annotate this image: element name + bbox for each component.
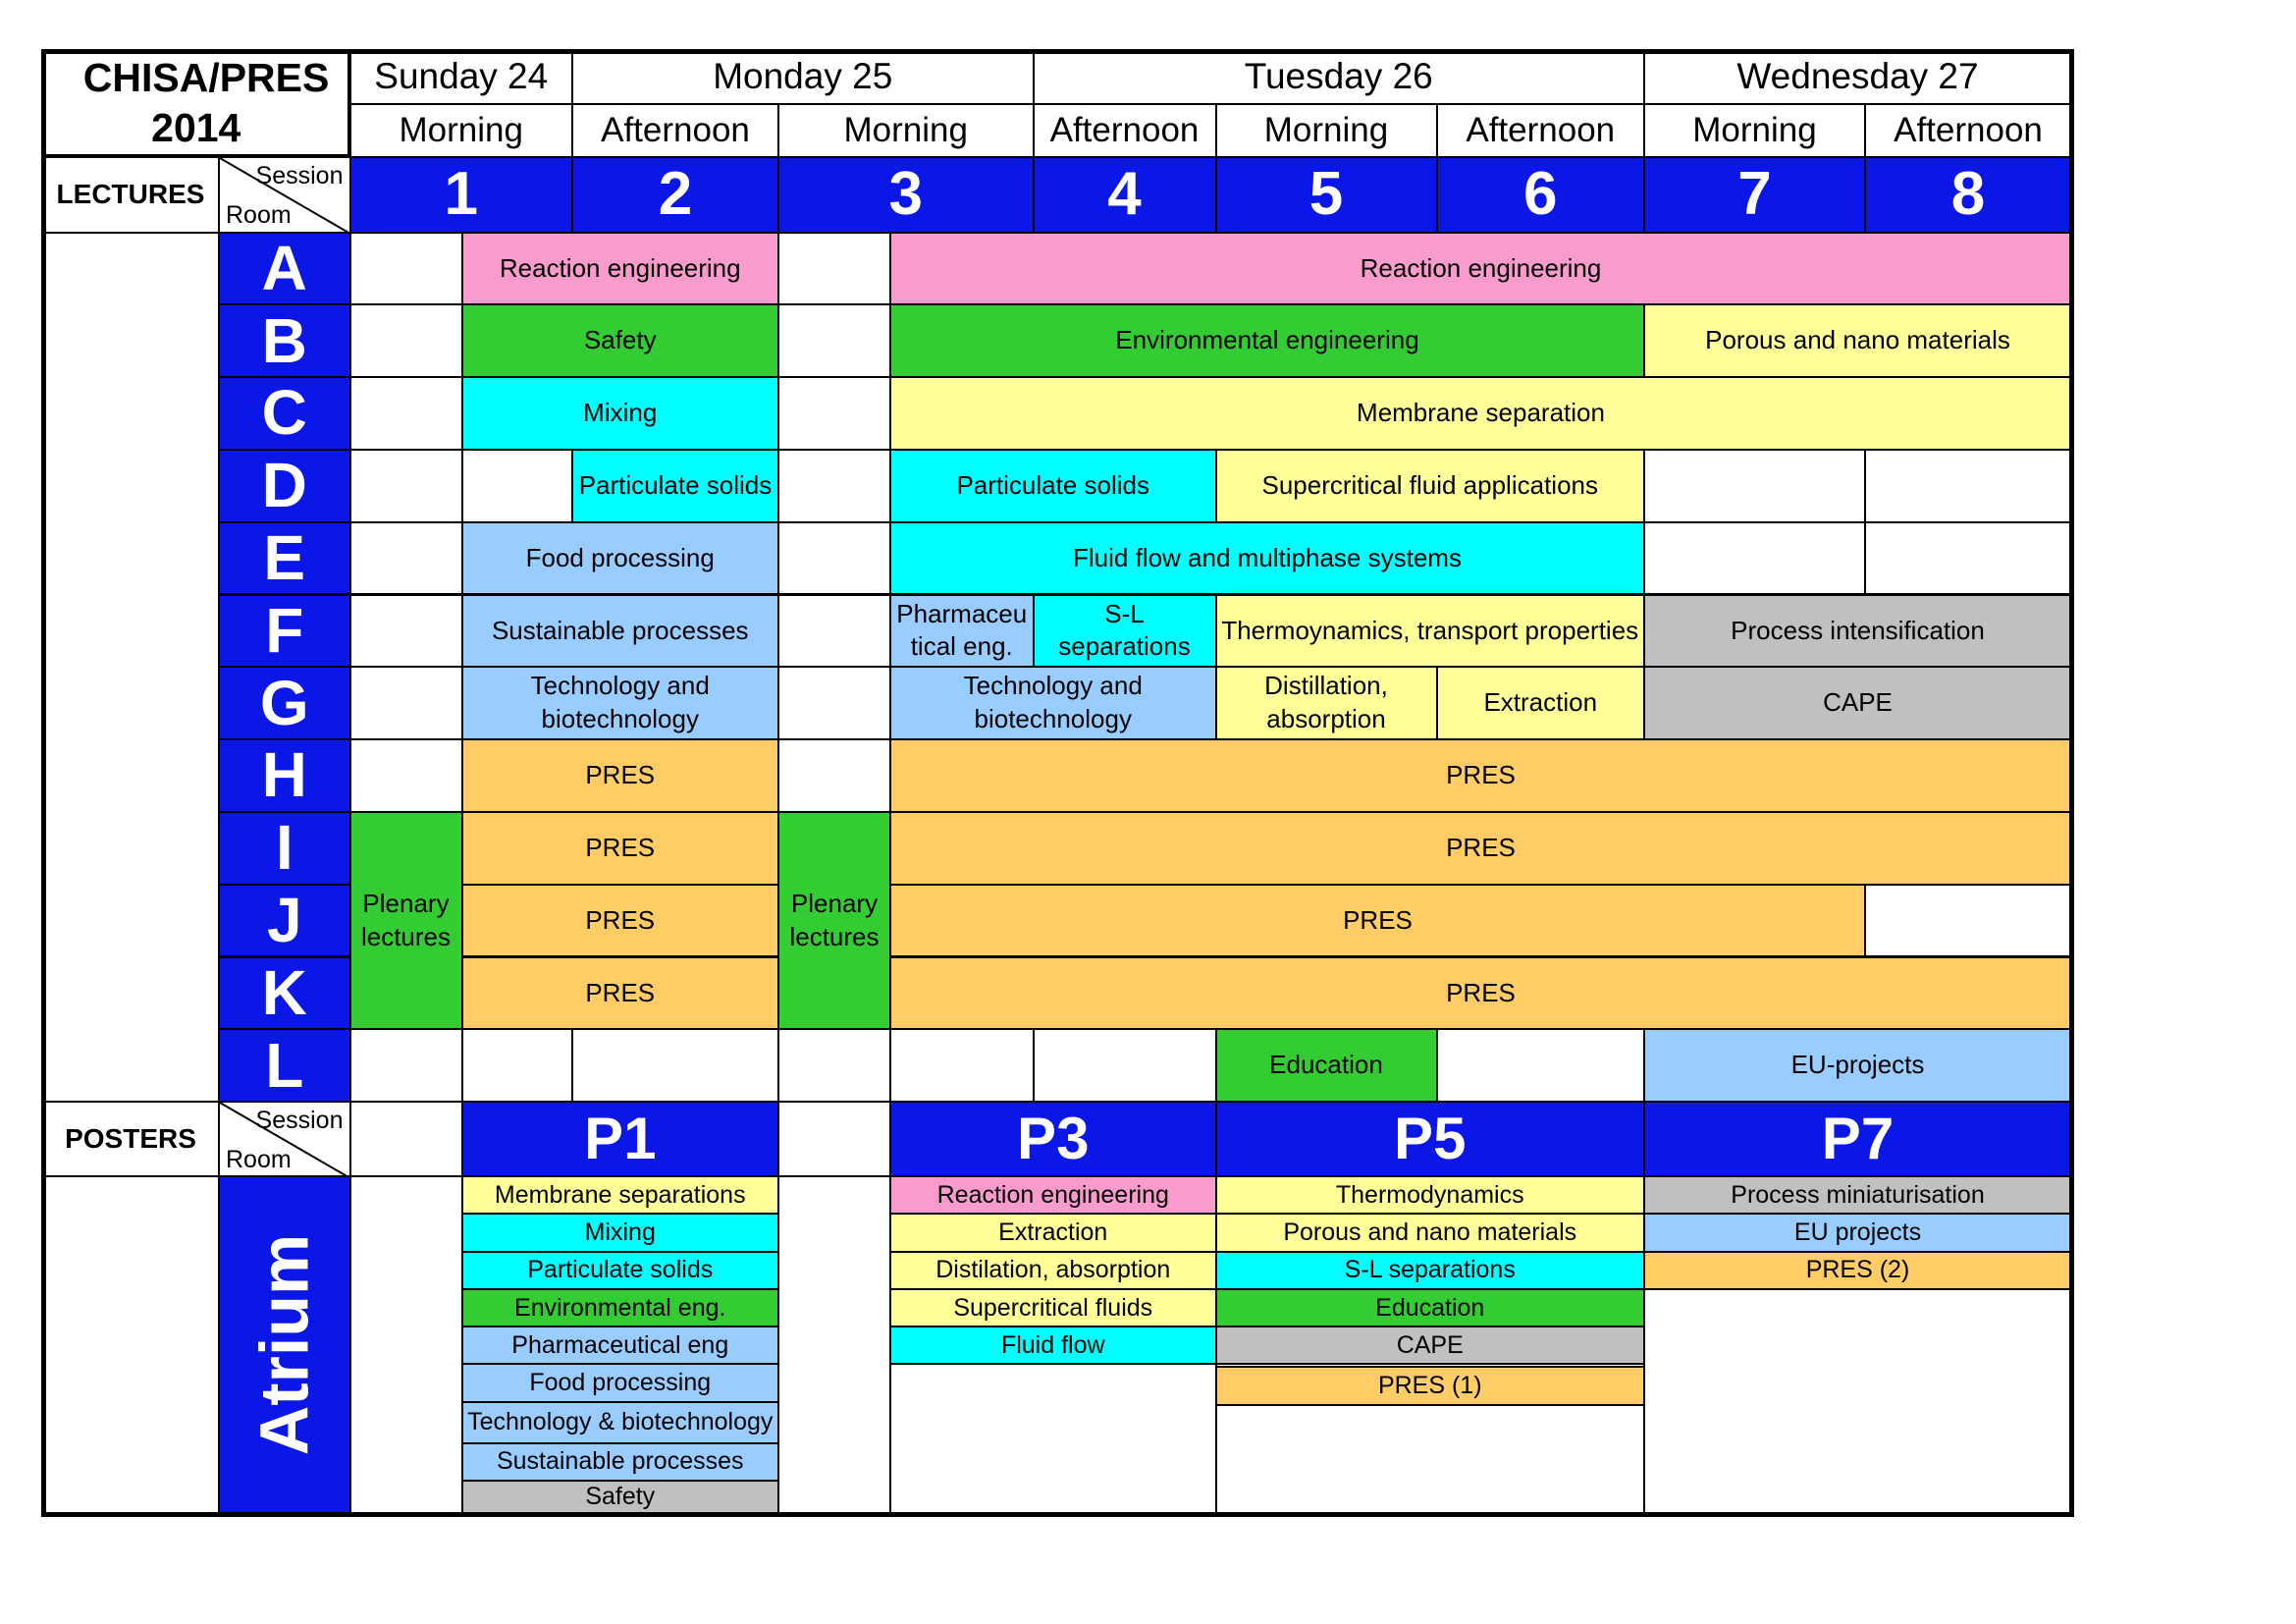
- empty-slot: [1864, 449, 2072, 523]
- room-a: [218, 232, 351, 306]
- session-number-text: 8: [1950, 159, 1986, 228]
- poster-topic-label: Sustainable processes: [496, 1447, 744, 1476]
- lecture-block-label: PRES: [1446, 760, 1516, 790]
- lecture-block-label: Plenary lectures: [360, 888, 452, 951]
- session-number-8: [1864, 156, 2072, 234]
- lecture-block-label: Porous and nano materials: [1705, 325, 2010, 355]
- poster-topic-pres-1: [1215, 1366, 1646, 1405]
- poster-topic-label: Extraction: [998, 1218, 1108, 1247]
- poster-topic-porous-and-nano-materials: [1215, 1213, 1646, 1252]
- session-word: Session: [255, 1106, 344, 1134]
- poster-topic-distilation-absorption: [889, 1251, 1217, 1290]
- poster-session-p3: [889, 1101, 1217, 1178]
- lecture-block-label: Technology and biotechnology: [963, 671, 1143, 734]
- session-number-text: 2: [658, 159, 693, 228]
- session-number-text: 7: [1737, 159, 1772, 228]
- lecture-block-environmental-engineering: [889, 303, 1645, 378]
- lectures-gutter: [41, 232, 220, 1103]
- session-number-4: [1033, 156, 1217, 234]
- lecture-block-particulate-solids: [571, 449, 779, 523]
- posters-label-text: POSTERS: [65, 1122, 196, 1154]
- empty-slot: [777, 1101, 891, 1178]
- room-letter-text: J: [266, 885, 302, 955]
- empty-slot: [1436, 1028, 1646, 1103]
- lecture-block-reaction-engineering: [461, 232, 780, 306]
- posters-label: [41, 1101, 220, 1178]
- poster-topic-label: Environmental eng.: [514, 1293, 726, 1322]
- lecture-block-education: [1215, 1028, 1438, 1103]
- session-number-text: 5: [1308, 159, 1344, 228]
- empty-slot: [349, 738, 463, 813]
- poster-session-p1: [461, 1101, 780, 1178]
- half-label: Morning: [1263, 111, 1389, 150]
- half-label: Afternoon: [601, 111, 750, 150]
- poster-topic-label: Particulate solids: [527, 1256, 714, 1284]
- empty-slot: [777, 303, 891, 378]
- room-letter-text: K: [261, 956, 307, 1028]
- empty-slot: [1643, 521, 1866, 596]
- lecture-block-label: PRES: [585, 977, 656, 1007]
- lecture-block-label: Sustainable processes: [491, 615, 749, 645]
- session-word: Session: [255, 162, 344, 189]
- session-number-6: [1436, 156, 1646, 234]
- lecture-block-pres: [889, 811, 2072, 886]
- room-word: Room: [226, 1145, 292, 1173]
- lectures-label: [41, 156, 220, 234]
- empty-slot: [777, 666, 891, 740]
- room-letter-text: D: [261, 450, 307, 521]
- half-header-4: [1033, 103, 1217, 158]
- lecture-block-food-processing: [461, 521, 780, 596]
- lecture-block-label: Education: [1269, 1050, 1383, 1080]
- poster-topic-label: Membrane separations: [494, 1180, 746, 1209]
- empty-slot: [349, 449, 463, 523]
- lecture-block-plenary-lectures: [777, 811, 891, 1030]
- half-header-3: [777, 103, 1035, 158]
- poster-topic-label: CAPE: [1396, 1330, 1464, 1359]
- poster-topic-label: Fluid flow: [1000, 1330, 1105, 1359]
- half-label: Morning: [843, 111, 968, 150]
- poster-topic-label: Education: [1375, 1293, 1485, 1322]
- lecture-block-label: Fluid flow and multiphase systems: [1073, 542, 1462, 572]
- empty-slot: [571, 1028, 779, 1103]
- session-number-5: [1215, 156, 1438, 234]
- poster-topic-label: PRES (2): [1805, 1256, 1910, 1284]
- day-label: Tuesday 26: [1244, 56, 1433, 97]
- poster-topic-mixing: [461, 1213, 780, 1252]
- day-label: Wednesday 27: [1736, 56, 1979, 97]
- poster-topic-fluid-flow: [889, 1326, 1217, 1365]
- session-number-1: [349, 156, 574, 234]
- half-header-7: [1643, 103, 1866, 158]
- room-letter-text: I: [275, 812, 294, 884]
- lecture-block-label: Thermoynamics, transport properties: [1221, 615, 1639, 645]
- lecture-block-label: S-L separations: [1058, 598, 1191, 662]
- room-letter-text: G: [259, 667, 309, 738]
- empty-slot: [349, 303, 463, 378]
- lecture-block-pres: [461, 811, 780, 886]
- room-j: [218, 884, 351, 958]
- lecture-block-extraction: [1436, 666, 1646, 740]
- lecture-block-label: PRES: [585, 760, 656, 790]
- lecture-block-process-intensification: [1643, 594, 2072, 669]
- session-number-text: 4: [1107, 159, 1142, 228]
- poster-topic-cape: [1215, 1326, 1646, 1365]
- empty-slot: [1033, 1028, 1217, 1103]
- poster-topic-s-l-separations: [1215, 1251, 1646, 1290]
- title-text: CHISA/PRES 2014: [82, 55, 330, 151]
- room-h: [218, 738, 351, 813]
- empty-slot: [349, 594, 463, 669]
- poster-topic-food-processing: [461, 1363, 780, 1402]
- room-c: [218, 376, 351, 451]
- room-e: [218, 521, 351, 596]
- lecture-block-cape: [1643, 666, 2072, 740]
- lecture-block-thermoynamics-transport-properties: [1215, 594, 1646, 669]
- lecture-block-technology-and-biotechnology: [889, 666, 1217, 740]
- poster-topic-membrane-separations: [461, 1175, 780, 1215]
- poster-topic-technology-biotechnology: [461, 1401, 780, 1444]
- lecture-block-plenary-lectures: [349, 811, 463, 1030]
- poster-session-room-header: [218, 1101, 351, 1178]
- lecture-block-label: Environmental engineering: [1115, 325, 1419, 355]
- room-letter-text: H: [261, 739, 307, 811]
- poster-topic-label: Food processing: [529, 1369, 712, 1397]
- lecture-block-pres: [889, 956, 2072, 1031]
- poster-topic-label: Process miniaturisation: [1731, 1180, 1985, 1209]
- lecture-block-label: PRES: [1446, 977, 1516, 1007]
- poster-topic-label: Reaction engineering: [936, 1180, 1169, 1209]
- empty-slot: [349, 376, 463, 451]
- room-g: [218, 666, 351, 740]
- session-number-7: [1643, 156, 1866, 234]
- lecture-block-pres: [461, 738, 780, 813]
- empty-slot: [777, 1028, 891, 1103]
- empty-slot: [349, 666, 463, 740]
- lecture-block-fluid-flow-and-multiphase-systems: [889, 521, 1645, 596]
- day-header-3: [1033, 49, 1646, 106]
- poster-session-p5: [1215, 1101, 1646, 1178]
- lecture-block-membrane-separation: [889, 376, 2072, 451]
- poster-topic-label: S-L separations: [1344, 1256, 1516, 1284]
- empty-slot: [777, 738, 891, 813]
- lecture-block-label: Technology and biotechnology: [530, 671, 710, 734]
- posters-gutter: [41, 1175, 220, 1515]
- room-d: [218, 449, 351, 523]
- lecture-block-label: PRES: [585, 904, 656, 935]
- poster-topic-label: Safety: [585, 1483, 656, 1511]
- half-label: Afternoon: [1894, 111, 2043, 150]
- half-header-6: [1436, 103, 1646, 158]
- room-letter-text: A: [261, 232, 307, 303]
- lecture-block-pres: [461, 956, 780, 1031]
- empty-slot: [349, 521, 463, 596]
- lecture-block-sustainable-processes: [461, 594, 780, 669]
- lecture-block-pharmaceu-tical-eng: [889, 594, 1035, 669]
- lecture-block-label: Distillation, absorption: [1264, 671, 1388, 734]
- poster-topic-label: Distilation, absorption: [935, 1256, 1171, 1284]
- poster-session-p7: [1643, 1101, 2072, 1178]
- poster-topic-environmental-eng: [461, 1288, 780, 1327]
- poster-topic-label: Technology & biotechnology: [467, 1408, 774, 1436]
- half-header-5: [1215, 103, 1438, 158]
- lecture-block-label: PRES: [1446, 832, 1516, 862]
- room-letter-text: L: [265, 1029, 304, 1101]
- room-l: [218, 1028, 351, 1103]
- room-k: [218, 956, 351, 1031]
- lecture-block-label: Particulate solids: [578, 469, 773, 500]
- session-number-2: [571, 156, 779, 234]
- poster-topic-supercritical-fluids: [889, 1288, 1217, 1327]
- empty-slot: [461, 449, 574, 523]
- lecture-block-s-l-separations: [1033, 594, 1217, 669]
- empty-slot: [461, 1028, 574, 1103]
- half-header-2: [571, 103, 779, 158]
- lecture-block-label: Safety: [583, 325, 657, 355]
- poster-topic-particulate-solids: [461, 1251, 780, 1290]
- lecture-block-supercritical-fluid-applications: [1215, 449, 1646, 523]
- empty-slot: [1864, 521, 2072, 596]
- lecture-block-mixing: [461, 376, 780, 451]
- empty-slot: [1864, 884, 2072, 958]
- poster-session-text: P5: [1394, 1105, 1467, 1171]
- lecture-block-label: Food processing: [525, 542, 715, 572]
- empty-slot: [777, 449, 891, 523]
- poster-topic-pres-2: [1643, 1251, 2072, 1290]
- poster-session-text: P7: [1821, 1105, 1895, 1171]
- lecture-block-label: PRES: [585, 832, 656, 862]
- empty-slot: [889, 1028, 1035, 1103]
- lecture-block-safety: [461, 303, 780, 378]
- poster-topic-label: Thermodynamics: [1335, 1180, 1524, 1209]
- empty-slot: [349, 1175, 463, 1515]
- empty-slot: [349, 1028, 463, 1103]
- lecture-block-label: Membrane separation: [1357, 398, 1605, 428]
- lecture-block-reaction-engineering: [889, 232, 2072, 306]
- lecture-block-pres: [889, 738, 2072, 813]
- session-room-header: [218, 156, 351, 234]
- poster-topic-reaction-engineering: [889, 1175, 1217, 1215]
- lecture-block-distillation-absorption: [1215, 666, 1438, 740]
- poster-topic-label: Supercritical fluids: [953, 1293, 1153, 1322]
- half-label: Morning: [399, 111, 523, 150]
- poster-topic-sustainable-processes: [461, 1442, 780, 1482]
- day-header-1: [349, 49, 574, 106]
- poster-topic-thermodynamics: [1215, 1175, 1646, 1215]
- lecture-block-particulate-solids: [889, 449, 1217, 523]
- half-label: Afternoon: [1049, 111, 1200, 150]
- room-letter-text: C: [261, 377, 307, 449]
- lecture-block-pres: [461, 884, 780, 958]
- poster-topic-eu-projects: [1643, 1213, 2072, 1252]
- empty-slot: [777, 594, 891, 669]
- lecture-block-label: Extraction: [1483, 687, 1598, 718]
- day-label: Sunday 24: [374, 56, 549, 97]
- poster-topic-pharmaceutical-eng: [461, 1326, 780, 1365]
- empty-slot: [1643, 449, 1866, 523]
- poster-topic-label: Mixing: [584, 1218, 656, 1247]
- session-number-3: [777, 156, 1035, 234]
- poster-topic-extraction: [889, 1213, 1217, 1252]
- poster-topic-label: PRES (1): [1377, 1372, 1482, 1400]
- poster-topic-label: Porous and nano materials: [1283, 1218, 1577, 1247]
- lecture-block-label: Mixing: [583, 398, 658, 428]
- day-header-4: [1643, 49, 2072, 106]
- day-header-2: [571, 49, 1035, 106]
- half-header-8: [1864, 103, 2072, 158]
- atrium-label: Atrium: [245, 1233, 323, 1456]
- poster-session-text: P3: [1017, 1105, 1090, 1171]
- lecture-block-label: Plenary lectures: [789, 888, 880, 951]
- poster-topic-safety: [461, 1480, 780, 1515]
- room-letter-text: F: [265, 594, 304, 666]
- lecture-block-label: Reaction engineering: [499, 252, 741, 283]
- room-letter-text: B: [261, 304, 307, 376]
- empty-slot: [777, 232, 891, 306]
- atrium-room: [218, 1175, 351, 1515]
- session-number-text: 1: [444, 159, 478, 228]
- empty-slot: [349, 232, 463, 306]
- day-label: Monday 25: [713, 56, 893, 97]
- poster-topic-label: Pharmaceutical eng: [511, 1330, 729, 1359]
- lectures-label-text: LECTURES: [56, 179, 205, 210]
- room-f: [218, 594, 351, 669]
- poster-topic-label: EU projects: [1793, 1218, 1922, 1247]
- page-title: [41, 49, 351, 159]
- lecture-block-label: Supercritical fluid applications: [1261, 469, 1598, 500]
- poster-topic-education: [1215, 1288, 1646, 1327]
- session-number-text: 6: [1523, 159, 1558, 228]
- lecture-block-eu-projects: [1643, 1028, 2072, 1103]
- lecture-block-technology-and-biotechnology: [461, 666, 780, 740]
- lecture-block-label: PRES: [1343, 904, 1413, 935]
- lecture-block-label: Reaction engineering: [1360, 252, 1602, 283]
- empty-slot: [777, 1175, 891, 1515]
- half-label: Afternoon: [1466, 111, 1616, 150]
- lecture-block-pres: [889, 884, 1866, 958]
- lecture-block-label: Process intensification: [1731, 615, 1985, 645]
- half-label: Morning: [1692, 111, 1817, 150]
- poster-session-text: P1: [584, 1105, 657, 1171]
- poster-topic-process-miniaturisation: [1643, 1175, 2072, 1215]
- half-header-1: [349, 103, 574, 158]
- room-i: [218, 811, 351, 886]
- empty-slot: [349, 1101, 463, 1178]
- lecture-block-label: EU-projects: [1790, 1050, 1925, 1080]
- room-letter-text: E: [263, 522, 306, 593]
- room-b: [218, 303, 351, 378]
- room-word: Room: [226, 201, 292, 229]
- lecture-block-porous-and-nano-materials: [1643, 303, 2072, 378]
- lecture-block-label: Pharmaceu tical eng.: [896, 598, 1028, 662]
- lecture-block-label: CAPE: [1823, 687, 1893, 718]
- session-number-text: 3: [888, 159, 923, 228]
- empty-slot: [777, 521, 891, 596]
- empty-slot: [777, 376, 891, 451]
- lecture-block-label: Particulate solids: [956, 469, 1150, 500]
